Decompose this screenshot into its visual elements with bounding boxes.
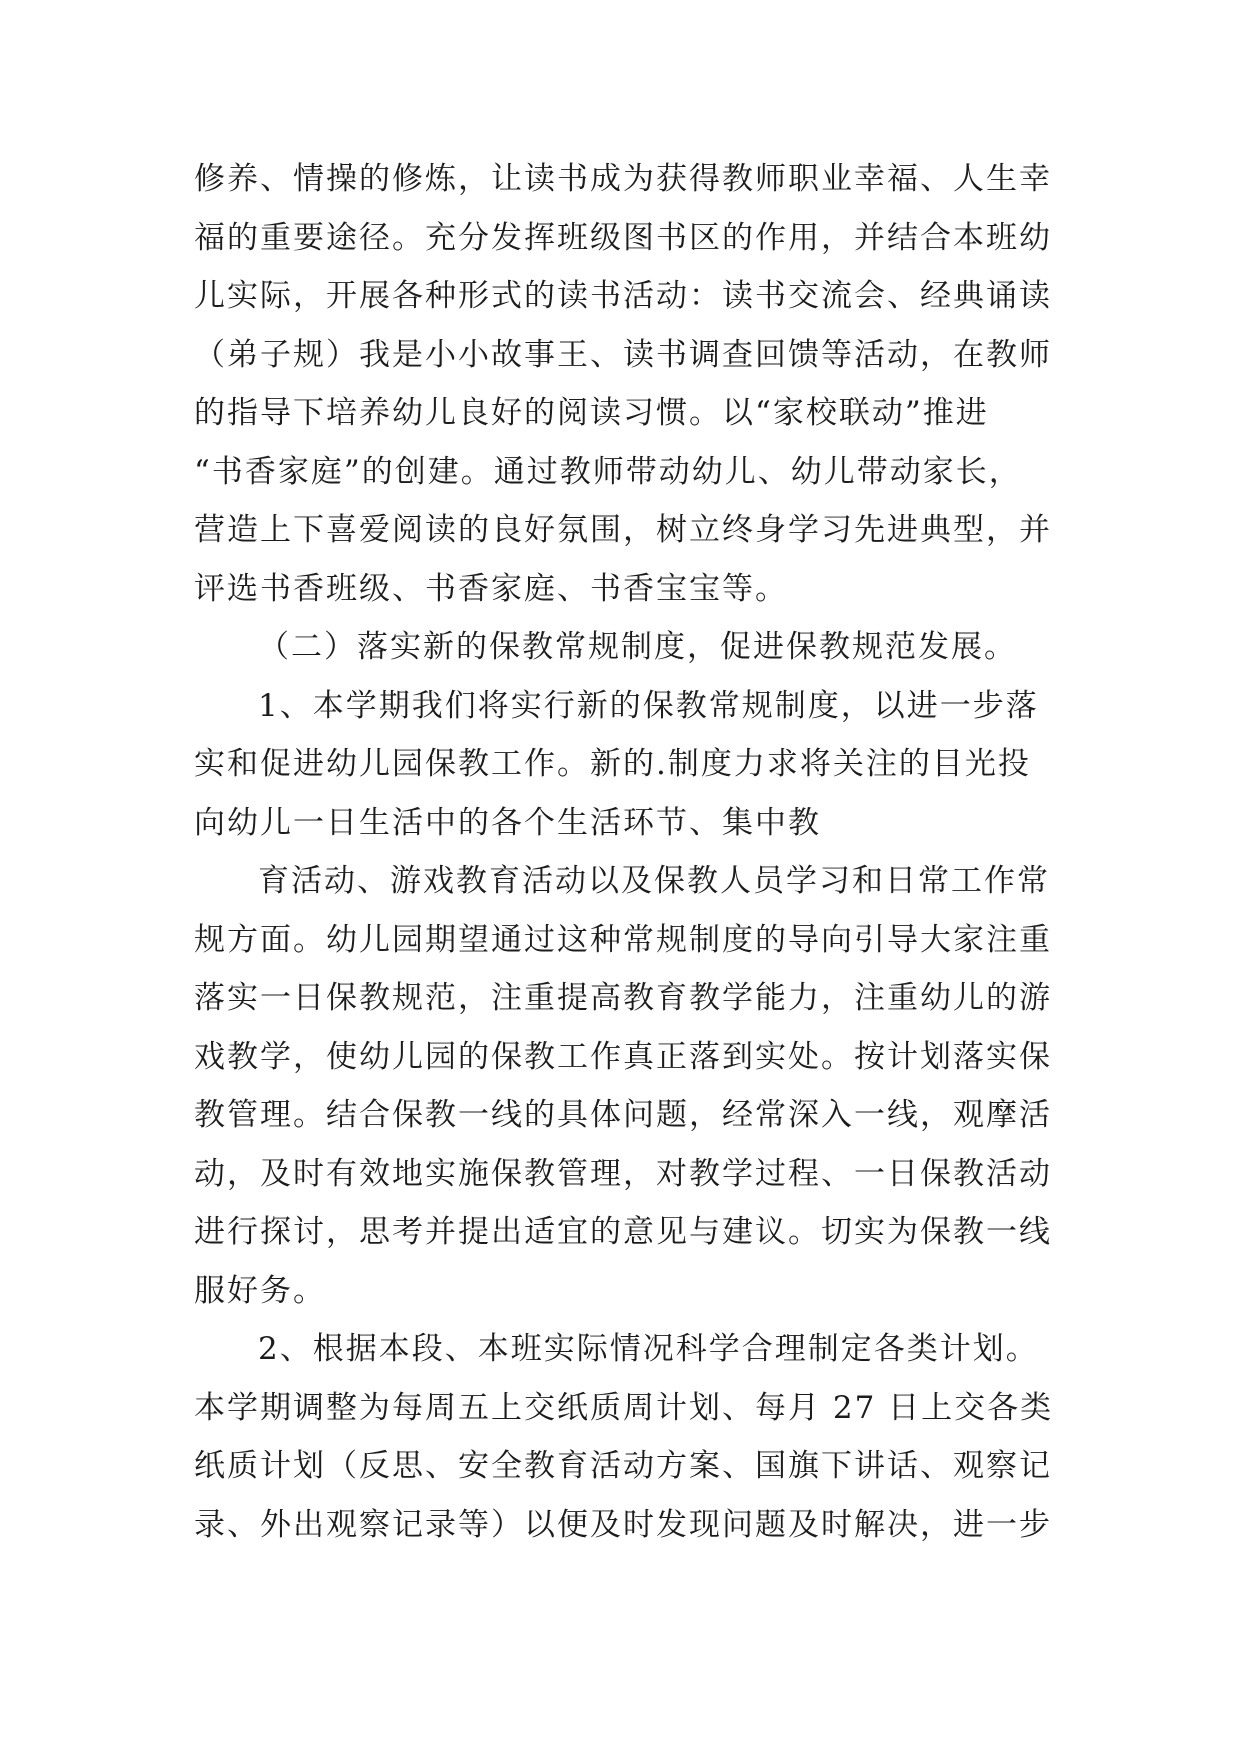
text-line: 录、外出观察记录等）以便及时发现问题及时解决，进一步	[194, 1506, 1052, 1543]
text-line: “书香家庭”的创建。通过教师带动幼儿、幼儿带动家长，	[194, 453, 1022, 490]
text-line: 的指导下培养幼儿良好的阅读习惯。以“家校联动”推进	[194, 395, 989, 431]
text-line: 修养、情操的修炼，让读书成为获得教师职业幸福、人生幸	[194, 161, 1052, 197]
text-line: （弟子规）我是小小故事王、读书调查回馈等活动，在教师	[194, 336, 1052, 373]
text-line: 1、本学期我们将实行新的保教常规制度，以进一步落	[258, 687, 1039, 724]
text-line: 规方面。幼儿园期望通过这种常规制度的导向引导大家注重	[194, 921, 1052, 958]
text-line: 福的重要途径。充分发挥班级图书区的作用，并结合本班幼	[194, 219, 1052, 256]
text-line: 落实一日保教规范，注重提高教育教学能力，注重幼儿的游	[194, 980, 1052, 1016]
text-line: 评选书香班级、书香家庭、书香宝宝等。	[194, 570, 788, 607]
text-line: 儿实际，开展各种形式的读书活动：读书交流会、经典诵读	[194, 278, 1052, 314]
text-line: 实和促进幼儿园保教工作。新的.制度力求将关注的目光投	[194, 746, 1031, 782]
section-heading: （二）落实新的保教常规制度，促进保教规范发展。	[258, 629, 1017, 665]
text-line: 纸质计划（反思、安全教育活动方案、国旗下讲话、观察记	[194, 1448, 1052, 1484]
text-line: 向幼儿一日生活中的各个生活环节、集中教	[194, 804, 821, 841]
document-body	[194, 150, 1054, 1554]
text-line: 动，及时有效地实施保教管理，对教学过程、一日保教活动	[194, 1155, 1052, 1192]
text-line: 本学期调整为每周五上交纸质周计划、每月 27 日上交各类	[194, 1389, 1054, 1426]
text-line: 服好务。	[194, 1272, 326, 1309]
text-line: 进行探讨，思考并提出适宜的意见与建议。切实为保教一线	[194, 1214, 1052, 1250]
text-line: 教管理。结合保教一线的具体问题，经常深入一线，观摩活	[194, 1097, 1052, 1133]
text-line: 育活动、游戏教育活动以及保教人员学习和日常工作常	[258, 863, 1050, 899]
text-line: 戏教学，使幼儿园的保教工作真正落到实处。按计划落实保	[194, 1038, 1052, 1075]
text-line: 营造上下喜爱阅读的良好氛围，树立终身学习先进典型，并	[194, 512, 1052, 548]
text-line: 2、根据本段、本班实际情况科学合理制定各类计划。	[258, 1331, 1039, 1367]
